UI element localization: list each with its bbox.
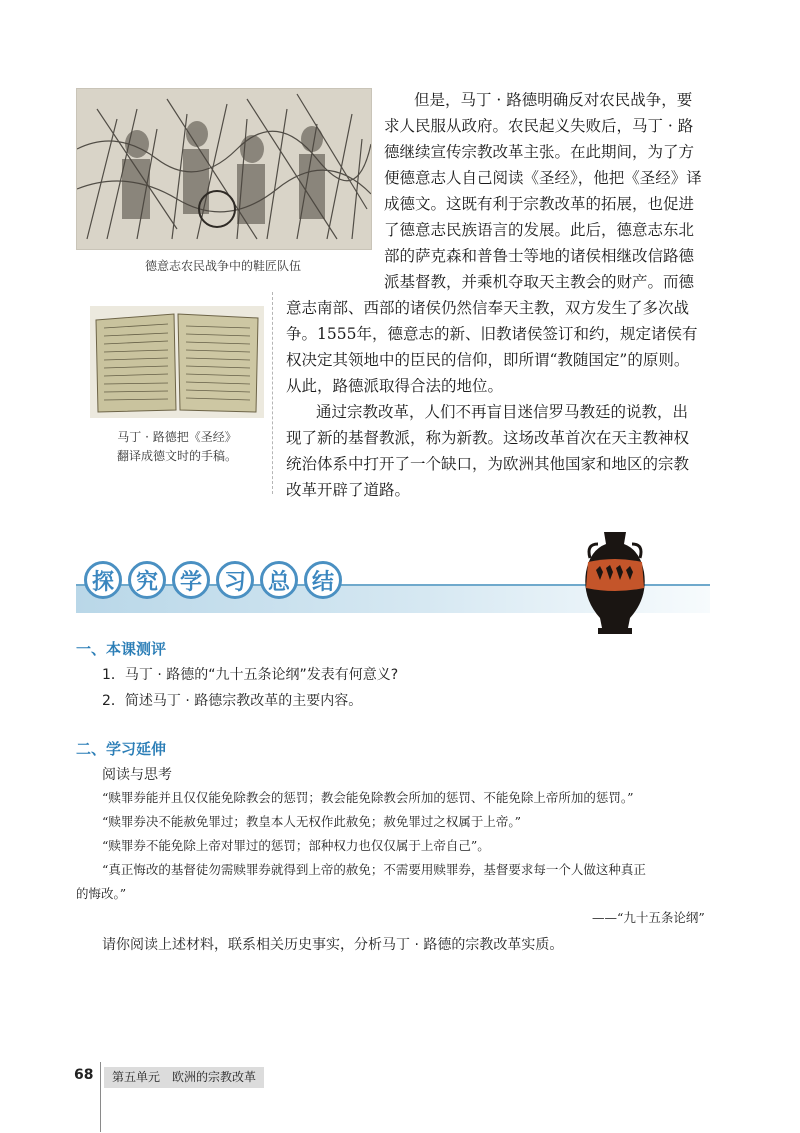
- body-line: 通过宗教改革，人们不再盲目迷信罗马教廷的说教，出: [316, 403, 689, 421]
- body-line: 权决定其领地中的臣民的信仰，即所谓“教随国定”的原则。: [286, 351, 690, 369]
- section1-item: 2．简述马丁 · 路德宗教改革的主要内容。: [102, 693, 363, 709]
- summary-title-char: 习: [216, 561, 254, 599]
- footer-divider: [100, 1062, 101, 1132]
- body-line: 便德意志人自己阅读《圣经》，他把《圣经》译: [384, 169, 702, 187]
- page-number: 68: [74, 1067, 94, 1083]
- manuscript-caption-line2: 翻译成德文时的手稿。: [116, 449, 237, 463]
- quote-line: “赎罪券不能免除上帝对罪过的惩罚；部种权力也仅仅属于上帝自己”。: [102, 838, 490, 853]
- woodcut-caption: 德意志农民战争中的鞋匠队伍: [144, 259, 301, 273]
- body-line: 了德意志民族语言的发展。此后，德意志东北: [384, 221, 695, 239]
- quote-line: “赎罪券决不能赦免罪过；教皇本人无权作此赦免；赦免罪过之权属于上帝。”: [102, 814, 522, 829]
- body-line: 成德文。这既有利于宗教改革的拓展，也促进: [384, 195, 695, 213]
- body-line: 部的萨克森和普鲁士等地的诸侯相继改信路德: [384, 247, 695, 265]
- manuscript-caption: [90, 428, 264, 466]
- section1-heading: 一、本课测评: [76, 640, 167, 658]
- greek-amphora-image: [578, 528, 652, 636]
- body-line: 意志南部、西部的诸侯仍然信奉天主教，双方发生了多次战: [286, 299, 690, 317]
- body-line: 从此，路德派取得合法的地位。: [286, 377, 504, 395]
- summary-title-char: 学: [172, 561, 210, 599]
- body-line: 求人民服从政府。农民起义失败后，马丁 · 路: [384, 117, 694, 135]
- quote-line: “真正悔改的基督徒勿需赎罪券就得到上帝的赦免；不需要用赎罪券，基督要求每一个人做这种真正: [102, 862, 646, 877]
- body-line: 但是，马丁 · 路德明确反对农民战争，要: [414, 91, 693, 109]
- body-line: 改革开辟了道路。: [286, 481, 411, 499]
- quote-line: 的悔改。”: [76, 886, 127, 901]
- peasant-war-woodcut-image: [76, 88, 372, 250]
- body-line: 统治体系中打开了一个缺口，为欧洲其他国家和地区的宗教: [286, 455, 690, 473]
- summary-title-char: 探: [84, 561, 122, 599]
- bible-manuscript-image: [90, 306, 264, 418]
- quote-source: ——“九十五条论纲”: [592, 910, 705, 925]
- summary-title-char: 究: [128, 561, 166, 599]
- manuscript-caption-line1: 马丁 · 路德把《圣经》: [117, 430, 237, 444]
- section2-heading: 二、学习延伸: [76, 740, 167, 758]
- summary-title-char: 总: [260, 561, 298, 599]
- summary-title: [84, 561, 342, 607]
- body-line: 现了新的基督教派，称为新教。这场改革首次在天主教神权: [286, 429, 690, 447]
- body-line: 德继续宣传宗教改革主张。在此期间，为了方: [384, 143, 695, 161]
- study-question: 请你阅读上述材料，联系相关历史事实，分析马丁 · 路德的宗教改革实质。: [102, 937, 564, 953]
- body-line: 派基督教，并乘机夺取天主教会的财产。而德: [384, 273, 695, 291]
- section2-subheading: 阅读与思考: [102, 767, 172, 783]
- unit-label: 第五单元 欧洲的宗教改革: [104, 1067, 264, 1088]
- body-line: 争。1555年，德意志的新、旧教诸侯签订和约，规定诸侯有: [286, 325, 698, 343]
- summary-title-char: 结: [304, 561, 342, 599]
- quote-line: “赎罪券能并且仅仅能免除教会的惩罚；教会能免除教会所加的惩罚、不能免除上帝所加的惩罚。”: [102, 790, 634, 805]
- caption-divider: [272, 292, 273, 494]
- section1-item: 1．马丁 · 路德的“九十五条论纲”发表有何意义?: [102, 667, 399, 683]
